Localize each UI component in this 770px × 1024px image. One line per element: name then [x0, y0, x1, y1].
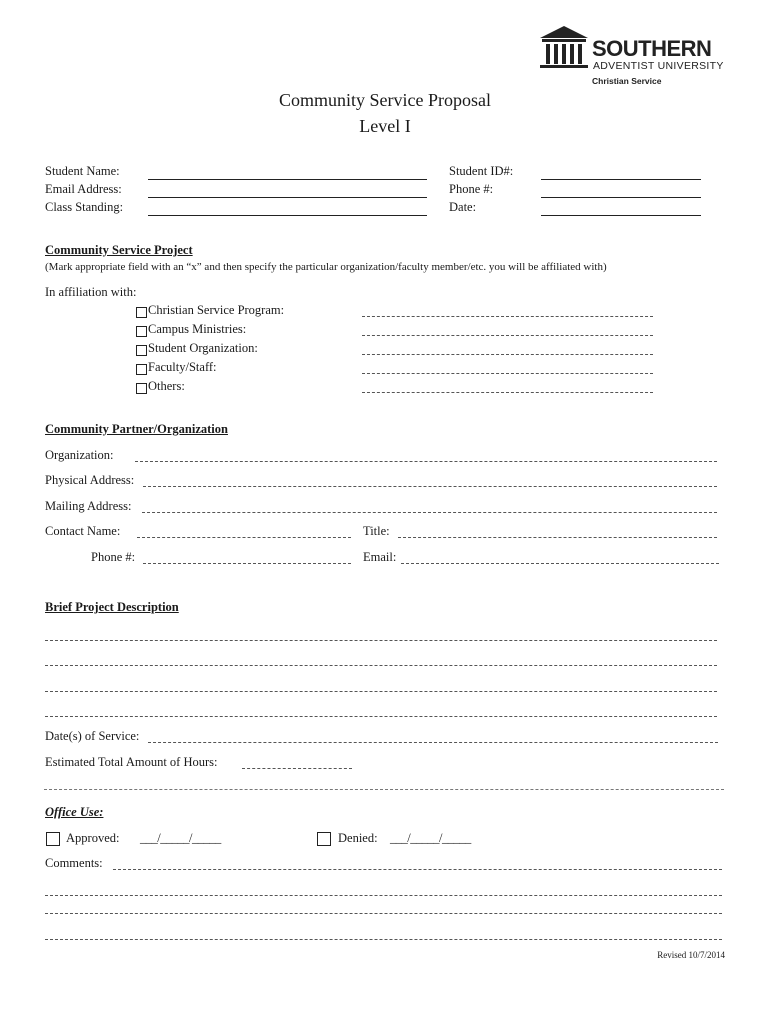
- building-columns-icon: [538, 24, 590, 72]
- approved-checkbox[interactable]: [46, 832, 60, 846]
- option-campus-ministries: Campus Ministries:: [148, 322, 247, 336]
- denied-label: Denied:: [338, 831, 378, 845]
- hours-field[interactable]: [242, 768, 352, 769]
- physical-address-field[interactable]: [143, 486, 717, 487]
- checkbox-christian-service[interactable]: [136, 307, 147, 318]
- option-christian-service: Christian Service Program:: [148, 303, 285, 317]
- option-student-organization: Student Organization:: [148, 341, 258, 355]
- student-name-field[interactable]: [148, 179, 427, 180]
- option-others: Others:: [148, 379, 185, 393]
- contact-name-field[interactable]: [137, 537, 351, 538]
- mailing-address-label: Mailing Address:: [45, 499, 132, 513]
- mailing-address-field[interactable]: [142, 512, 717, 513]
- approved-label: Approved:: [66, 831, 120, 845]
- partner-email-field[interactable]: [401, 563, 719, 564]
- title-label: Title:: [363, 524, 390, 538]
- description-line-3[interactable]: [45, 691, 717, 692]
- hours-label: Estimated Total Amount of Hours:: [45, 755, 218, 769]
- option-faculty-staff: Faculty/Staff:: [148, 360, 217, 374]
- date-label: Date:: [449, 200, 477, 214]
- email-label: Email Address:: [45, 182, 122, 196]
- comments-line-4[interactable]: [45, 939, 722, 940]
- organization-label: Organization:: [45, 448, 114, 462]
- page-subtitle: Level I: [359, 116, 411, 136]
- email-field[interactable]: [148, 197, 427, 198]
- student-organization-field[interactable]: [362, 354, 653, 355]
- denied-checkbox[interactable]: [317, 832, 331, 846]
- checkbox-others[interactable]: [136, 383, 147, 394]
- comments-line-3[interactable]: [45, 913, 722, 914]
- description-line-2[interactable]: [45, 665, 717, 666]
- logo-name: SOUTHERN: [592, 36, 712, 61]
- description-line-1[interactable]: [45, 640, 717, 641]
- logo-university: ADVENTIST UNIVERSITY: [593, 60, 724, 72]
- page-title: Community Service Proposal: [279, 90, 491, 110]
- phone-label: Phone #:: [449, 182, 494, 196]
- phone-field[interactable]: [541, 197, 701, 198]
- section-divider: [44, 789, 724, 790]
- dates-of-service-field[interactable]: [148, 742, 718, 743]
- project-heading: Community Service Project: [45, 243, 193, 257]
- denied-date[interactable]: ___/_____/_____: [390, 831, 471, 845]
- comments-field[interactable]: [113, 869, 722, 870]
- partner-email-label: Email:: [363, 550, 397, 564]
- contact-name-label: Contact Name:: [45, 524, 121, 538]
- class-standing-field[interactable]: [148, 215, 427, 216]
- comments-label: Comments:: [45, 856, 103, 870]
- logo-department: Christian Service: [592, 76, 662, 86]
- approved-date[interactable]: ___/_____/_____: [140, 831, 221, 845]
- campus-ministries-field[interactable]: [362, 335, 653, 336]
- partner-phone-label: Phone #:: [91, 550, 136, 564]
- faculty-staff-field[interactable]: [362, 373, 653, 374]
- dates-of-service-label: Date(s) of Service:: [45, 729, 140, 743]
- christian-service-field[interactable]: [362, 316, 653, 317]
- student-name-label: Student Name:: [45, 164, 120, 178]
- revised-date: Revised 10/7/2014: [657, 950, 725, 960]
- physical-address-label: Physical Address:: [45, 473, 135, 487]
- class-standing-label: Class Standing:: [45, 200, 124, 214]
- date-field[interactable]: [541, 215, 701, 216]
- others-field[interactable]: [362, 392, 653, 393]
- partner-phone-field[interactable]: [143, 563, 351, 564]
- student-id-label: Student ID#:: [449, 164, 514, 178]
- project-instructions: (Mark appropriate field with an “x” and then specify the particular organization/faculty member/etc. you will be affiliated with): [45, 261, 607, 273]
- description-line-4[interactable]: [45, 716, 717, 717]
- checkbox-faculty-staff[interactable]: [136, 364, 147, 375]
- description-heading: Brief Project Description: [45, 600, 179, 614]
- partner-heading: Community Partner/Organization: [45, 422, 228, 436]
- title-field[interactable]: [398, 537, 717, 538]
- comments-line-2[interactable]: [45, 895, 722, 896]
- checkbox-student-organization[interactable]: [136, 345, 147, 356]
- checkbox-campus-ministries[interactable]: [136, 326, 147, 337]
- office-use-heading: Office Use:: [45, 805, 104, 819]
- organization-field[interactable]: [135, 461, 717, 462]
- student-id-field[interactable]: [541, 179, 701, 180]
- affiliation-label: In affiliation with:: [45, 285, 137, 299]
